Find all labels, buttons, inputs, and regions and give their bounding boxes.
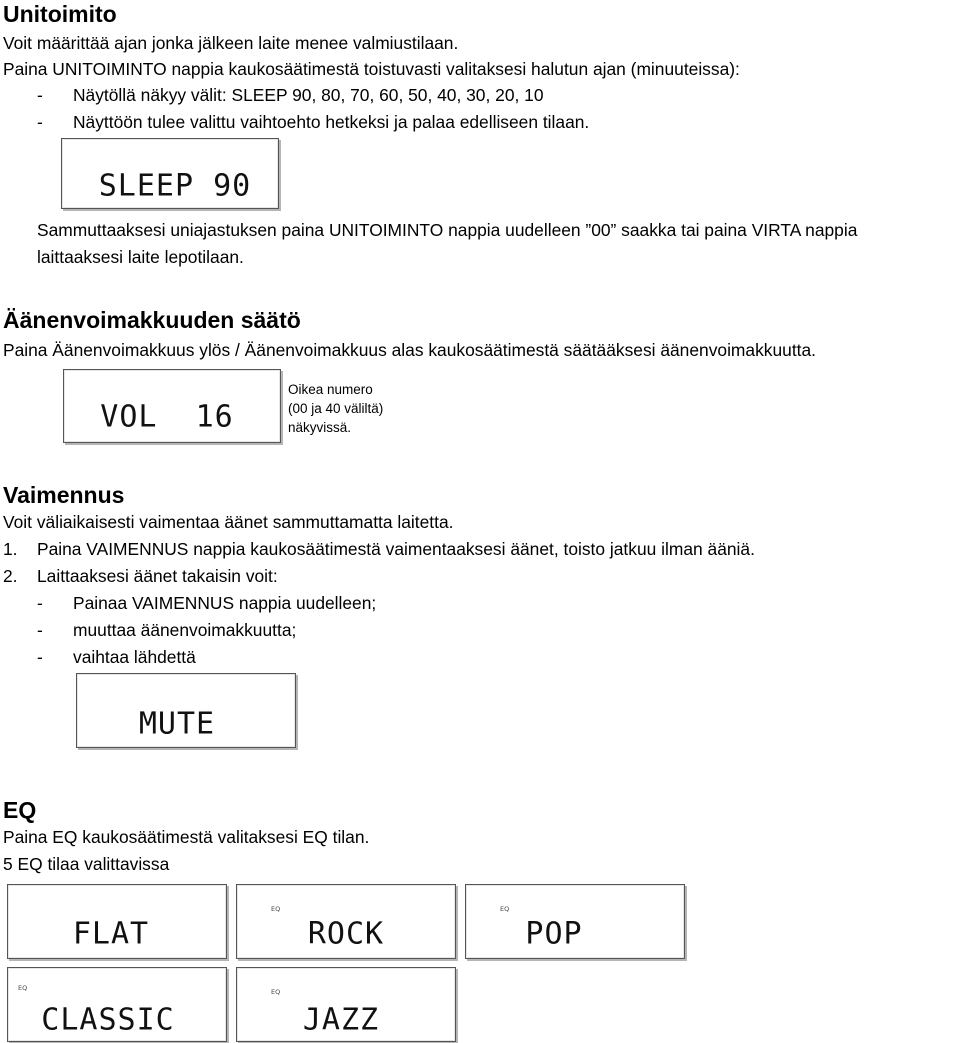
- sleep-lcd-text: SLEEP 90: [98, 168, 252, 204]
- mute-bullet-source: vaihtaa lähdettä: [73, 647, 196, 667]
- volume-range-note-line2: (00 ja 40 väliltä): [288, 401, 384, 416]
- sleep-lcd-display: [61, 138, 279, 209]
- mute-intro: Voit väliaikaisesti vaimentaa äänet sammuttamatta laitetta.: [3, 512, 454, 532]
- bullet-marker: -: [37, 112, 43, 132]
- volume-instruction: Paina Äänenvoimakkuus ylös / Äänenvoimakkuus alas kaukosäätimestä säätääksesi äänenvoimakkuutta.: [3, 340, 816, 360]
- sleep-intro: Voit määrittää ajan jonka jälkeen laite menee valmiustilaan.: [3, 33, 459, 53]
- eq-indicator: EQ: [271, 988, 281, 996]
- volume-lcd-display: [63, 369, 281, 443]
- mute-lcd-display: [76, 673, 296, 748]
- eq-lcd-classic: [7, 967, 227, 1042]
- eq-heading: EQ: [3, 797, 37, 823]
- volume-heading: Äänenvoimakkuuden säätö: [3, 307, 301, 333]
- sleep-bullet-display: Näyttöön tulee valittu vaihtoehto hetkeksi ja palaa edelliseen tilaan.: [73, 112, 590, 132]
- volume-range-note-line1: Oikea numero: [288, 382, 373, 397]
- mute-bullet-press: Painaa VAIMENNUS nappia uudelleen;: [73, 593, 377, 613]
- mute-step-number: 2.: [3, 566, 18, 586]
- mute-step-1: Paina VAIMENNUS nappia kaukosäätimestä vaimentaaksesi äänet, toisto jatkuu ilman ääniä.: [37, 539, 755, 559]
- eq-indicator: EQ: [18, 984, 28, 992]
- mute-step-2: Laittaaksesi äänet takaisin voit:: [37, 566, 278, 586]
- bullet-marker: -: [37, 620, 43, 640]
- volume-range-note: [288, 380, 448, 437]
- sleep-instruction: Paina UNITOIMINTO nappia kaukosäätimestä toistuvasti valitaksesi halutun ajan (minuuteissa):: [3, 59, 740, 79]
- mute-heading: Vaimennus: [3, 482, 125, 508]
- eq-lcd-flat: [7, 884, 227, 959]
- sleep-heading: Unitoimito: [3, 1, 117, 27]
- volume-range-note-line3: näkyvissä.: [288, 420, 352, 435]
- mute-step-number: 1.: [3, 539, 18, 559]
- eq-lcd-text: CLASSIC: [41, 1002, 175, 1038]
- eq-lcd-jazz: [236, 967, 456, 1042]
- mute-bullet-volume: muuttaa äänenvoimakkuutta;: [73, 620, 297, 640]
- eq-lcd-pop: [465, 884, 685, 959]
- eq-lcd-text: FLAT: [72, 916, 150, 952]
- eq-lcd-text: JAZZ: [302, 1002, 380, 1038]
- bullet-marker: -: [37, 647, 43, 667]
- eq-lcd-text: ROCK: [307, 916, 385, 952]
- eq-indicator: EQ: [500, 905, 510, 913]
- volume-lcd-text: VOL 16: [100, 399, 234, 435]
- eq-indicator: EQ: [271, 905, 281, 913]
- eq-mode-count: 5 EQ tilaa valittavissa: [3, 854, 170, 874]
- eq-lcd-text: POP: [525, 916, 583, 952]
- sleep-off-note-cont: laittaaksesi laite lepotilaan.: [37, 247, 244, 267]
- eq-instruction: Paina EQ kaukosäätimestä valitaksesi EQ tilan.: [3, 827, 370, 847]
- sleep-off-note: Sammuttaaksesi uniajastuksen paina UNITOIMINTO nappia uudelleen ”00” saakka tai paina VIRTA nappia: [37, 220, 858, 240]
- bullet-marker: -: [37, 85, 43, 105]
- sleep-bullet-intervals: Näytöllä näkyy välit: SLEEP 90, 80, 70, 60, 50, 40, 30, 20, 10: [73, 85, 544, 105]
- mute-lcd-text: MUTE: [138, 706, 216, 742]
- bullet-marker: -: [37, 593, 43, 613]
- eq-lcd-rock: [236, 884, 456, 959]
